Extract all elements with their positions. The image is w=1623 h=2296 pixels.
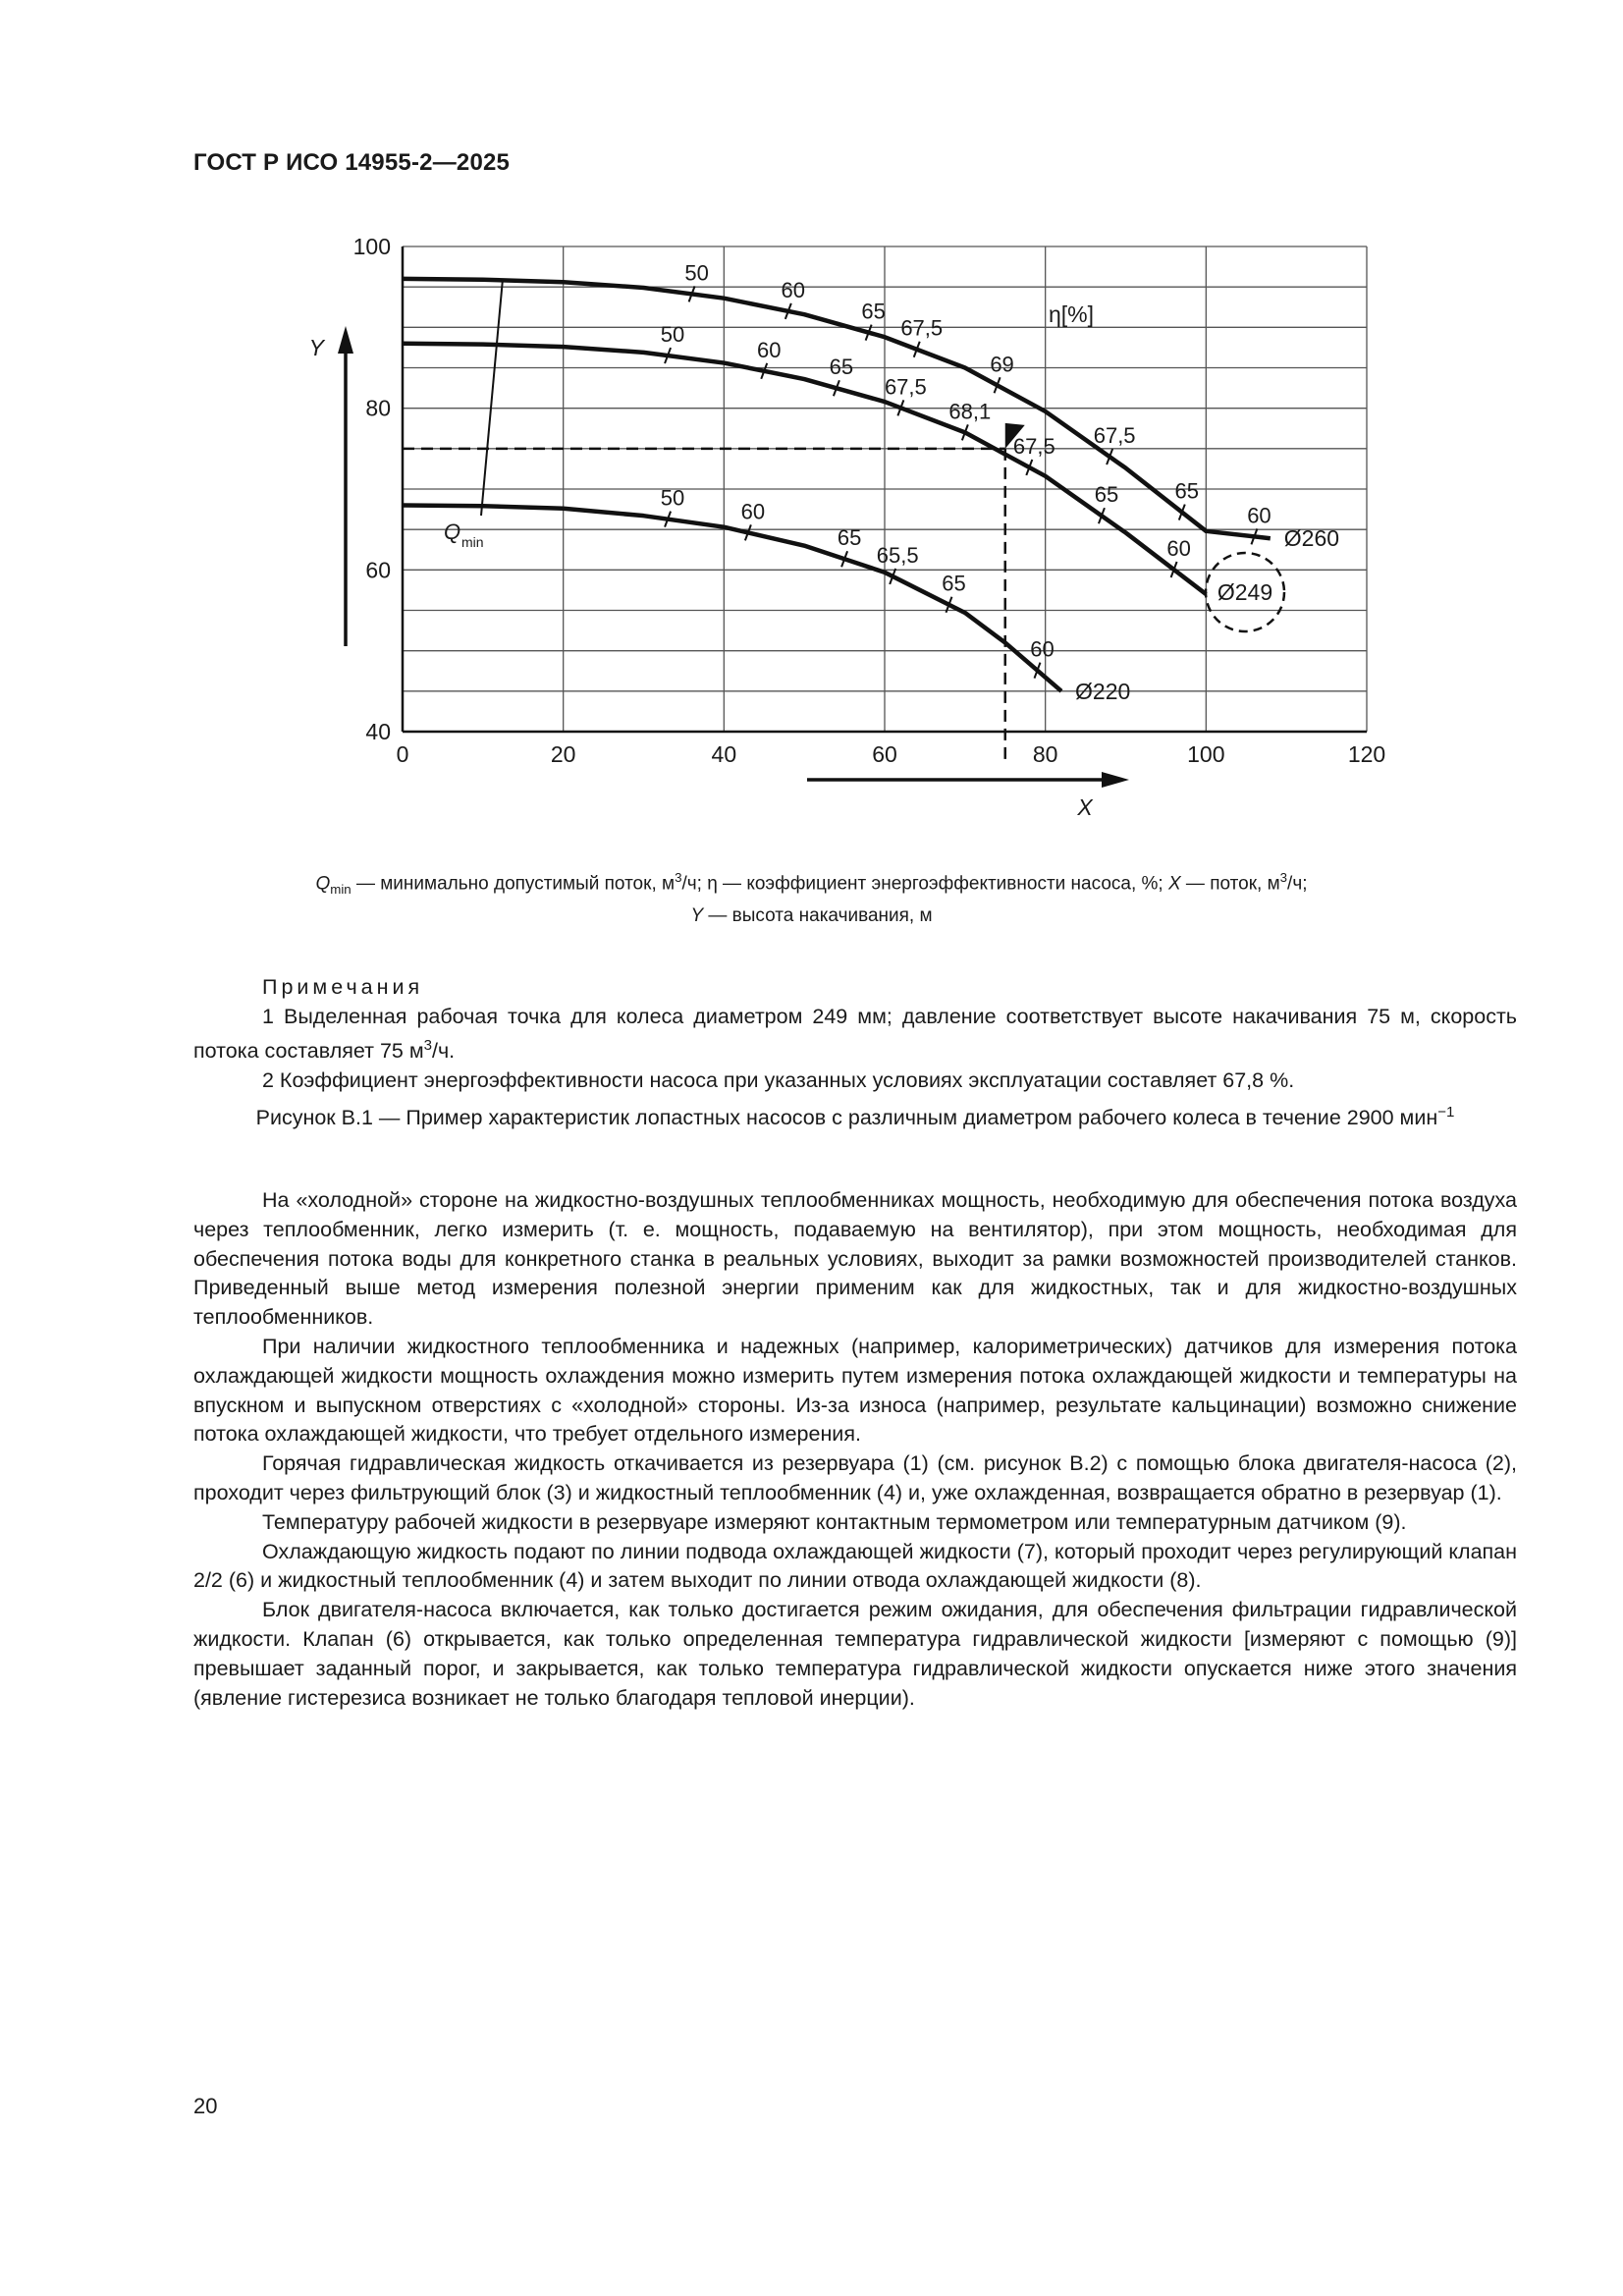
series-label: Ø260	[1283, 525, 1340, 552]
eta-label: 65	[942, 571, 966, 596]
paragraph: При наличии жидкостного теплообменника и надежных (например, калориметрических) датчиков для измерения потока охлаждающей жидкости мощность охлаждения можно измерить путем измерения потока охлаждающей жидкости и температуры на впускном и выпускном отверстиях с «холодной» стороны. Из-за износа (например, результате кальцинации) возможно снижение потока охлаждающей жидкости, что требует отдельного измерения.	[193, 1334, 1517, 1447]
eta-label: 60	[1030, 636, 1055, 662]
y-arrow-head	[338, 326, 353, 354]
figure-notes	[193, 972, 1517, 1095]
note-2: 2 Коэффициент энергоэффективности насоса при указанных условиях эксплуатации составляет 67,8 %.	[262, 1068, 1295, 1093]
eta-label: 60	[1247, 503, 1271, 528]
eta-label: 60	[757, 337, 782, 362]
x-tick-label: 20	[550, 741, 576, 767]
eta-label: 50	[660, 485, 685, 511]
paragraph: Охлаждающую жидкость подают по линии подвода охлаждающей жидкости (7), который проходит через регулирующий клапан 2/2 (6) и жидкостный теплообменник (4) и затем выходит по линии отвода охлаждающей жидкости (8).	[193, 1539, 1517, 1593]
eta-label: 67,5	[900, 315, 944, 341]
eta-label: 67,5	[1012, 433, 1055, 459]
eta-label: 68,1	[948, 399, 992, 424]
eta-label: 69	[990, 352, 1014, 377]
x-tick-label: 0	[396, 741, 409, 767]
y-axis-label: Y	[308, 335, 324, 360]
qmin-leader	[481, 279, 503, 516]
eta-label: 67,5	[1093, 423, 1136, 449]
paragraph: Температуру рабочей жидкости в резервуаре измеряют контактным термометром или температурным датчиком (9).	[262, 1509, 1407, 1534]
series-label: Ø249	[1217, 579, 1273, 605]
paragraph: Блок двигателя-насоса включается, как только достигается режим ожидания, для обеспечения фильтрации гидравлической жидкости. Клапан (6) открывается, как только определенная температура гидравлической жидкости [измеряют с помощью (9)] превышает заданный порог, и закрывается, как только температура гидравлической жидкости опускается ниже этого значения (явление гистерезиса возникает не только благодаря тепловой инерции).	[193, 1598, 1517, 1710]
qmin-label: Q	[444, 519, 461, 544]
x-tick-label: 100	[1187, 741, 1225, 767]
eta-label: 50	[684, 260, 709, 286]
eta-label: 60	[781, 277, 806, 302]
x-tick-label: 120	[1347, 741, 1386, 767]
eta-label: 65	[861, 299, 886, 324]
curve-Ø249	[403, 344, 1206, 594]
eta-label: 60	[740, 499, 766, 524]
y-tick-label: 60	[365, 557, 391, 583]
eta-label: 65	[837, 525, 862, 551]
x-axis-label: X	[1077, 794, 1093, 820]
pump-characteristics-chart	[0, 0, 1623, 854]
x-tick-label: 60	[872, 741, 897, 767]
curve-Ø220	[403, 505, 1061, 690]
notes-title: Примечания	[262, 975, 424, 999]
x-tick-label: 80	[1032, 741, 1058, 767]
note-1: 1 Выделенная рабочая точка для колеса диаметром 249 мм; давление соответствует высоте накачивания 75 м, скорость потока составляет 75 $м^3/ч$.	[193, 1005, 1517, 1064]
eta-label: 65	[829, 355, 854, 380]
series-label: Ø220	[1075, 678, 1131, 704]
figure-legend: $Q_{min}$ — минимально допустимый поток, $м^3/ч$; η — коэффициент энергоэффективности насоса, %; X — поток, $м^3/ч$; Y — высота накачивания, м	[315, 870, 1308, 927]
eta-label: 50	[660, 322, 685, 348]
eta-label: 65	[1174, 478, 1200, 504]
document-header: ГОСТ Р ИСО 14955-2—2025	[193, 149, 511, 176]
eta-label: 65	[1094, 482, 1119, 508]
y-tick-label: 100	[352, 234, 391, 259]
eta-axis-label: η[%]	[1049, 301, 1095, 327]
paragraph: Горячая гидравлическая жидкость откачивается из резервуара (1) (см. рисунок В.2) с помощью блока двигателя-насоса (2), проходит через фильтрующий блок (3) и жидкостный теплообменник (4) и, уже охлажденная, возвращается обратно в резервуар (1).	[193, 1451, 1517, 1504]
eta-label: 60	[1166, 536, 1191, 562]
page-number: 20	[193, 2094, 218, 2118]
eta-label: 67,5	[884, 374, 927, 400]
body-text	[193, 1186, 1517, 1713]
x-arrow-head	[1102, 772, 1129, 788]
eta-label: 65,5	[876, 542, 919, 568]
x-tick-label: 40	[711, 741, 737, 767]
qmin-subscript: min	[461, 534, 484, 550]
paragraph: На «холодной» стороне на жидкостно-воздушных теплообменниках мощность, необходимую для обеспечения потока воздуха через теплообменник, легко измерить (т. е. мощность, подаваемую на вентилятор), при этом мощность, необходимая для обеспечения потока воды для конкретного станка в реальных условиях, выходит за рамки возможностей производителей станков. Приведенный выше метод измерения полезной энергии применим как для жидкостных, так и для жидкостно-воздушных теплообменников.	[193, 1188, 1517, 1330]
figure-caption: Рисунок В.1 — Пример характеристик лопастных насосов с различным диаметром рабочего колеса в течение 2900 мин$^{-1}$	[255, 1104, 1455, 1130]
y-tick-label: 80	[365, 395, 391, 421]
y-tick-label: 40	[365, 719, 391, 744]
